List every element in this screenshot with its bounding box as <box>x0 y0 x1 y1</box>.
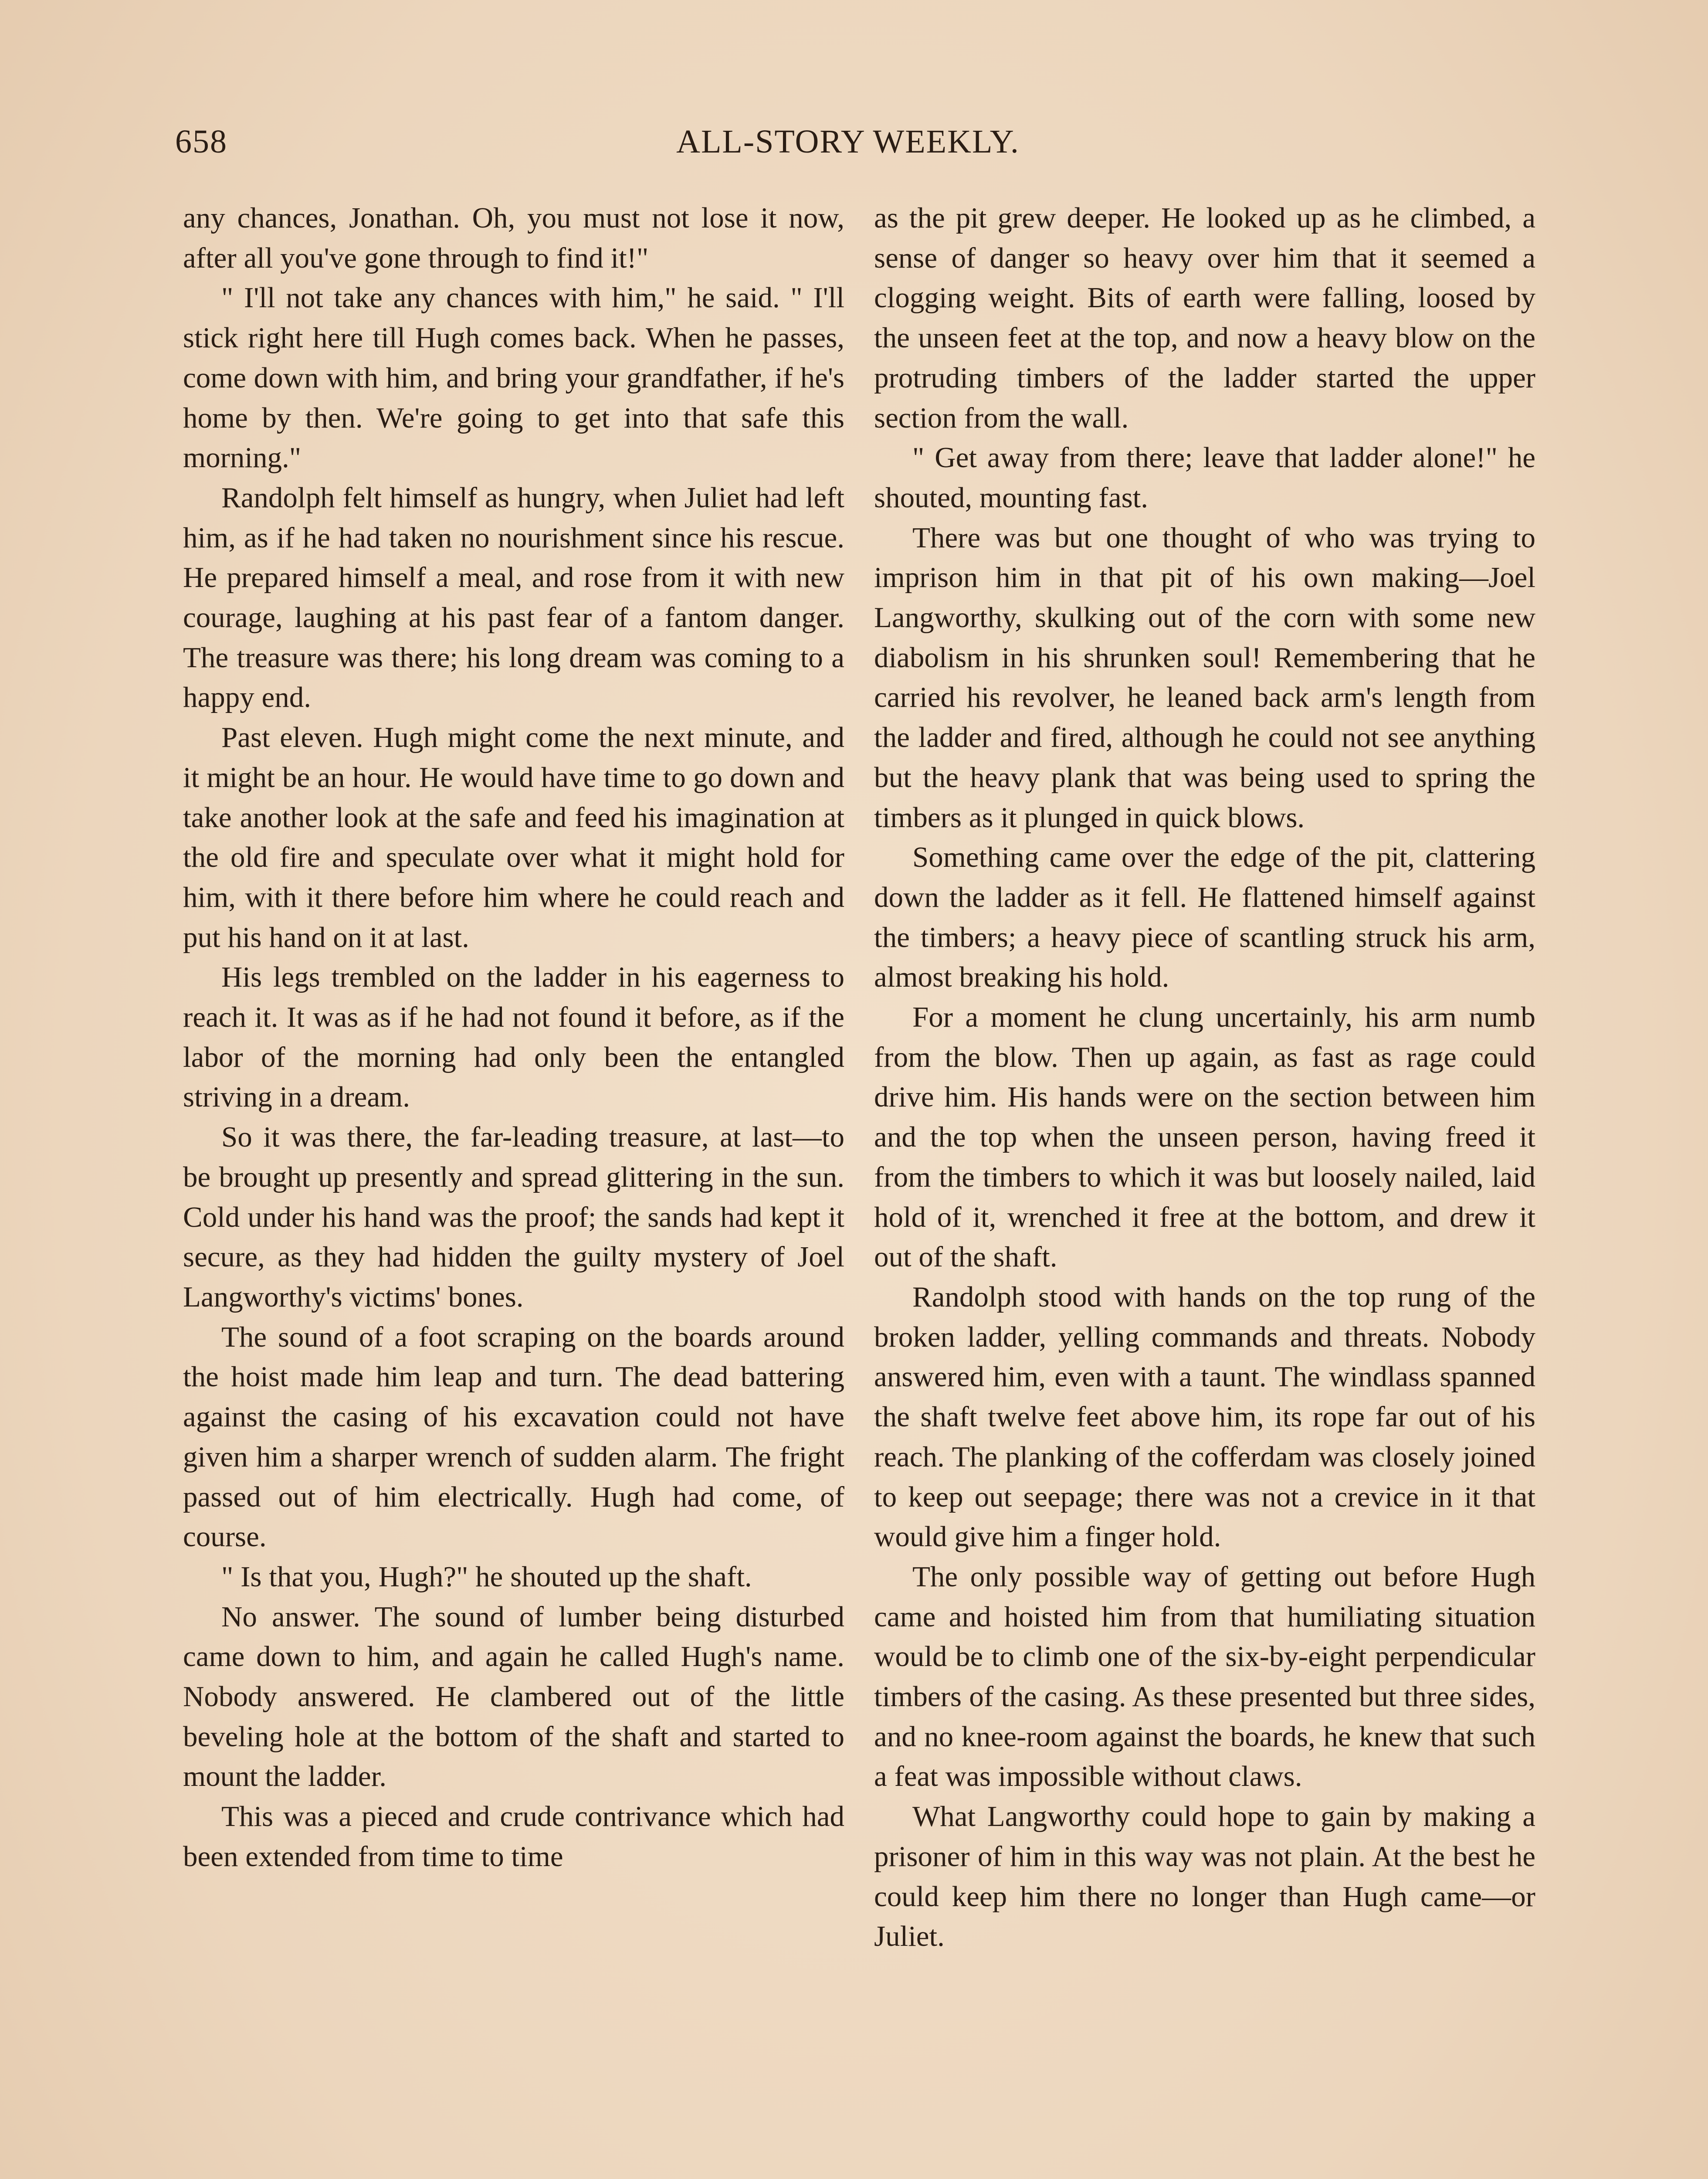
paragraph: No answer. The sound of lumber being disturbed came down to him, and again he called Hugh's name. Nobody answered. He clambered out of the little beveling hole at the bottom of the shaft and started to mount the ladder. <box>183 1600 844 1793</box>
page-header <box>175 123 1521 171</box>
paragraph: " I'll not take any chances with him," he said. " I'll stick right here till Hugh comes back. When he passes, come down with him, and bring your grandfather, if he's home by then. We're going to get into that safe this morning." <box>183 282 844 474</box>
paragraph: So it was there, the far-leading treasure, at last—to be brought up presently and spread glittering in the sun. Cold under his hand was the proof; the sands had kept it secure, as they had hidden the guilty mystery of Joel Langworthy's victims' bones. <box>183 1121 844 1313</box>
left-column <box>183 198 844 1877</box>
paragraph: His legs trembled on the ladder in his eagerness to reach it. It was as if he had not found it before, as if the labor of the morning had only been the entangled striving in a dream. <box>183 961 844 1113</box>
paragraph: What Langworthy could hope to gain by making a prisoner of him in this way was not plain. At the best he could keep him there no longer than Hugh came—or Juliet. <box>874 1800 1535 1953</box>
paragraph: This was a pieced and crude contrivance which had been extended from time to time <box>183 1800 844 1873</box>
running-title: ALL-STORY WEEKLY. <box>676 123 1020 160</box>
right-column <box>874 198 1535 1957</box>
page-number: 658 <box>175 123 227 160</box>
paragraph: " Is that you, Hugh?" he shouted up the shaft. <box>221 1560 752 1593</box>
paragraph: as the pit grew deeper. He looked up as he climbed, a sense of danger so heavy over him that it seemed a clogging weight. Bits of earth were falling, loosed by the unseen feet at the top, and now a heavy blow on the protruding timbers of the ladder started the upper section from the wall. <box>874 202 1535 434</box>
paragraph: Something came over the edge of the pit, clattering down the ladder as it fell. He flattened himself against the timbers; a heavy piece of scantling struck his arm, almost breaking his hold. <box>874 841 1535 994</box>
paragraph: The sound of a foot scraping on the boards around the hoist made him leap and turn. The dead battering against the casing of his excavation could not have given him a sharper wrench of sudden alarm. The fright passed out of him electrically. Hugh had come, of course. <box>183 1320 844 1553</box>
paragraph: Randolph stood with hands on the top rung of the broken ladder, yelling commands and threats. Nobody answered him, even with a taunt. The windlass spanned the shaft twelve feet above him, its rope far out of his reach. The planking of the cofferdam was closely joined to keep out seepage; there was not a crevice in it that would give him a finger hold. <box>874 1280 1535 1553</box>
paragraph: For a moment he clung uncertainly, his arm numb from the blow. Then up again, as fast as rage could drive him. His hands were on the section between him and the top when the unseen person, having freed it from the timbers to which it was but loosely nailed, laid hold of it, wrenched it free at the bottom, and drew it out of the shaft. <box>874 1001 1535 1273</box>
paragraph: There was but one thought of who was trying to imprison him in that pit of his own making—Joel Langworthy, skulking out of the corn with some new diabolism in his shrunken soul! Remembering that he carried his revolver, he leaned back arm's length from the ladder and fired, although he could not see anything but the heavy plank that was being used to spring the timbers as it plunged in quick blows. <box>874 521 1535 834</box>
paragraph: " Get away from there; leave that ladder alone!" he shouted, mounting fast. <box>874 441 1535 514</box>
paragraph: any chances, Jonathan. Oh, you must not lose it now, after all you've gone through to find it!" <box>183 202 844 274</box>
paragraph: Randolph felt himself as hungry, when Juliet had left him, as if he had taken no nourishment since his rescue. He prepared himself a meal, and rose from it with new courage, laughing at his past fear of a fantom danger. The treasure was there; his long dream was coming to a happy end. <box>183 481 844 714</box>
paragraph: The only possible way of getting out before Hugh came and hoisted him from that humiliating situation would be to climb one of the six-by-eight perpendicular timbers of the casing. As these presented but three sides, and no knee-room against the boards, he knew that such a feat was impossible without claws. <box>874 1560 1535 1793</box>
paragraph: Past eleven. Hugh might come the next minute, and it might be an hour. He would have time to go down and take another look at the safe and feed his imagination at the old fire and speculate over what it might hold for him, with it there before him where he could reach and put his hand on it at last. <box>183 721 844 954</box>
